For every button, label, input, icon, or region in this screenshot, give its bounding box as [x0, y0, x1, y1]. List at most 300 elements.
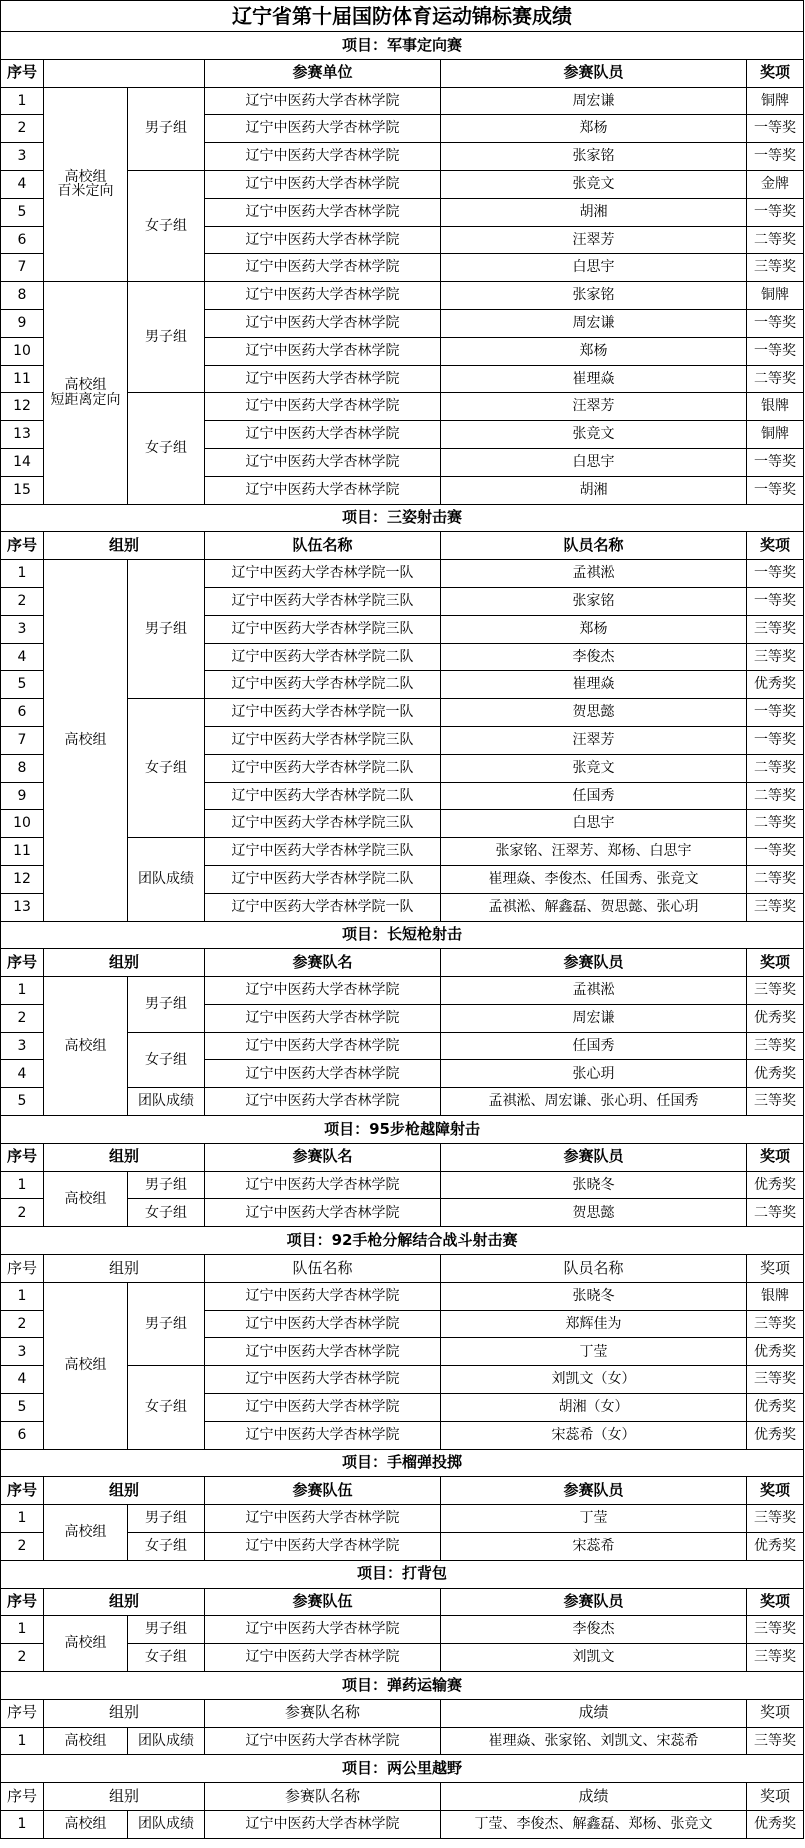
- cell-member: 郑杨: [441, 115, 747, 143]
- cell-team: 辽宁中医药大学杏林学院: [205, 1060, 441, 1088]
- cell-seq: 8: [1, 282, 44, 310]
- cell-team: 辽宁中医药大学杏林学院: [205, 170, 441, 198]
- cell-member: 张家铭、汪翠芳、郑杨、白思宇: [441, 838, 747, 866]
- header-member: 队员名称: [441, 1255, 747, 1283]
- cell-member: 贺思懿: [441, 1199, 747, 1227]
- cell-member: 张竞文: [441, 421, 747, 449]
- header-seq: 序号: [1, 1588, 44, 1616]
- header-award: 奖项: [747, 59, 804, 87]
- cell-member: 郑杨: [441, 337, 747, 365]
- cell-team: 辽宁中医药大学杏林学院: [205, 1199, 441, 1227]
- cell-subgroup: 团队成绩: [128, 1088, 205, 1116]
- cell-team: 辽宁中医药大学杏林学院: [205, 1644, 441, 1672]
- cell-member: 孟祺淞、解鑫磊、贺思懿、张心玥: [441, 893, 747, 921]
- cell-award: 三等奖: [747, 643, 804, 671]
- cell-seq: 10: [1, 810, 44, 838]
- cell-member: 孟祺淞: [441, 560, 747, 588]
- header-seq: 序号: [1, 59, 44, 87]
- header-row: [1, 1783, 804, 1811]
- header-group: 组别: [44, 1783, 205, 1811]
- cell-subgroup: 男子组: [128, 977, 205, 1033]
- cell-team: 辽宁中医药大学杏林学院一队: [205, 699, 441, 727]
- cell-award: 二等奖: [747, 226, 804, 254]
- cell-award: 优秀奖: [747, 671, 804, 699]
- cell-member: 张心玥: [441, 1060, 747, 1088]
- cell-seq: 6: [1, 226, 44, 254]
- header-group: 组别: [44, 1143, 205, 1171]
- cell-award: 优秀奖: [747, 1811, 804, 1839]
- cell-subgroup: 女子组: [128, 699, 205, 838]
- cell-team: 辽宁中医药大学杏林学院三队: [205, 726, 441, 754]
- cell-member: 郑杨: [441, 615, 747, 643]
- cell-member: 宋蕊希（女）: [441, 1421, 747, 1449]
- cell-subgroup: 团队成绩: [128, 1811, 205, 1839]
- section-row: [1, 1449, 804, 1477]
- cell-team: 辽宁中医药大学杏林学院: [205, 365, 441, 393]
- cell-team: 辽宁中医药大学杏林学院二队: [205, 643, 441, 671]
- cell-member: 周宏谦: [441, 309, 747, 337]
- cell-award: 一等奖: [747, 309, 804, 337]
- cell-subgroup: 男子组: [128, 1282, 205, 1365]
- cell-member: 白思宇: [441, 254, 747, 282]
- cell-award: 银牌: [747, 1282, 804, 1310]
- title-row: [1, 1, 804, 32]
- cell-award: 二等奖: [747, 1199, 804, 1227]
- header-group: 组别: [44, 1588, 205, 1616]
- cell-award: 一等奖: [747, 448, 804, 476]
- cell-seq: 12: [1, 865, 44, 893]
- cell-award: 一等奖: [747, 198, 804, 226]
- cell-seq: 3: [1, 615, 44, 643]
- cell-award: 铜牌: [747, 87, 804, 115]
- cell-subgroup: 团队成绩: [128, 1727, 205, 1755]
- cell-team: 辽宁中医药大学杏林学院三队: [205, 615, 441, 643]
- cell-award: 三等奖: [747, 1727, 804, 1755]
- cell-subgroup: 女子组: [128, 1199, 205, 1227]
- cell-team: 辽宁中医药大学杏林学院: [205, 1533, 441, 1561]
- cell-seq: 1: [1, 87, 44, 115]
- cell-subgroup: 女子组: [128, 1032, 205, 1088]
- cell-member: 李俊杰: [441, 643, 747, 671]
- cell-member: 宋蕊希: [441, 1533, 747, 1561]
- header-award: 奖项: [747, 532, 804, 560]
- cell-group: 高校组: [44, 1171, 128, 1227]
- cell-member: 崔理焱、李俊杰、任国秀、张竞文: [441, 865, 747, 893]
- cell-team: 辽宁中医药大学杏林学院二队: [205, 865, 441, 893]
- header-award: 奖项: [747, 1783, 804, 1811]
- header-row: [1, 1588, 804, 1616]
- cell-seq: 9: [1, 782, 44, 810]
- header-seq: 序号: [1, 1783, 44, 1811]
- cell-seq: 11: [1, 365, 44, 393]
- cell-seq: 1: [1, 977, 44, 1005]
- header-group: 组别: [44, 1699, 205, 1727]
- header-group: [44, 59, 205, 87]
- cell-seq: 1: [1, 1505, 44, 1533]
- header-group: 组别: [44, 949, 205, 977]
- cell-seq: 9: [1, 309, 44, 337]
- cell-award: 二等奖: [747, 754, 804, 782]
- header-award: 奖项: [747, 949, 804, 977]
- cell-team: 辽宁中医药大学杏林学院: [205, 476, 441, 504]
- cell-subgroup: 女子组: [128, 393, 205, 504]
- header-team: 参赛队名: [205, 1143, 441, 1171]
- cell-team: 辽宁中医药大学杏林学院: [205, 226, 441, 254]
- table-row: [1, 560, 804, 588]
- cell-member: 丁莹: [441, 1505, 747, 1533]
- cell-subgroup: 女子组: [128, 170, 205, 281]
- section-title: 项目：弹药运输赛: [1, 1672, 804, 1700]
- header-team: 参赛队名称: [205, 1783, 441, 1811]
- cell-seq: 1: [1, 560, 44, 588]
- cell-group: 高校组: [44, 1505, 128, 1561]
- cell-team: 辽宁中医药大学杏林学院: [205, 1727, 441, 1755]
- cell-member: 崔理焱、张家铭、刘凯文、宋蕊希: [441, 1727, 747, 1755]
- cell-member: 胡湘: [441, 476, 747, 504]
- cell-seq: 12: [1, 393, 44, 421]
- header-member: 成绩: [441, 1699, 747, 1727]
- cell-seq: 6: [1, 1421, 44, 1449]
- cell-award: 银牌: [747, 393, 804, 421]
- header-team: 队伍名称: [205, 1255, 441, 1283]
- header-group: 组别: [44, 1477, 205, 1505]
- header-row: [1, 532, 804, 560]
- cell-award: 二等奖: [747, 865, 804, 893]
- section-title: 项目：两公里越野: [1, 1755, 804, 1783]
- cell-seq: 15: [1, 476, 44, 504]
- header-award: 奖项: [747, 1588, 804, 1616]
- cell-member: 张家铭: [441, 587, 747, 615]
- cell-seq: 2: [1, 587, 44, 615]
- cell-award: 三等奖: [747, 1644, 804, 1672]
- cell-award: 三等奖: [747, 1032, 804, 1060]
- header-group: 组别: [44, 532, 205, 560]
- page-title: 辽宁省第十届国防体育运动锦标赛成绩: [1, 1, 804, 32]
- cell-subgroup: 女子组: [128, 1366, 205, 1449]
- cell-seq: 13: [1, 893, 44, 921]
- header-member: 成绩: [441, 1783, 747, 1811]
- header-row: [1, 1255, 804, 1283]
- cell-award: 优秀奖: [747, 1004, 804, 1032]
- cell-award: 优秀奖: [747, 1394, 804, 1422]
- cell-award: 二等奖: [747, 782, 804, 810]
- cell-award: 一等奖: [747, 838, 804, 866]
- cell-team: 辽宁中医药大学杏林学院二队: [205, 671, 441, 699]
- cell-team: 辽宁中医药大学杏林学院: [205, 1338, 441, 1366]
- cell-team: 辽宁中医药大学杏林学院: [205, 337, 441, 365]
- cell-award: 三等奖: [747, 1505, 804, 1533]
- header-seq: 序号: [1, 949, 44, 977]
- cell-seq: 5: [1, 1394, 44, 1422]
- cell-team: 辽宁中医药大学杏林学院: [205, 448, 441, 476]
- cell-award: 三等奖: [747, 893, 804, 921]
- header-team: 参赛单位: [205, 59, 441, 87]
- cell-team: 辽宁中医药大学杏林学院三队: [205, 810, 441, 838]
- cell-member: 任国秀: [441, 782, 747, 810]
- cell-award: 优秀奖: [747, 1421, 804, 1449]
- cell-seq: 7: [1, 254, 44, 282]
- cell-award: 一等奖: [747, 476, 804, 504]
- cell-member: 胡湘: [441, 198, 747, 226]
- cell-seq: 5: [1, 198, 44, 226]
- header-row: [1, 1699, 804, 1727]
- cell-member: 周宏谦: [441, 1004, 747, 1032]
- header-seq: 序号: [1, 532, 44, 560]
- cell-subgroup: 男子组: [128, 560, 205, 699]
- cell-group: 高校组: [44, 1811, 128, 1839]
- cell-award: 铜牌: [747, 282, 804, 310]
- cell-member: 丁莹: [441, 1338, 747, 1366]
- section-title: 项目：军事定向赛: [1, 32, 804, 60]
- cell-member: 丁莹、李俊杰、解鑫磊、郑杨、张竞文: [441, 1811, 747, 1839]
- cell-seq: 2: [1, 115, 44, 143]
- cell-award: 三等奖: [747, 977, 804, 1005]
- header-award: 奖项: [747, 1477, 804, 1505]
- section-row: [1, 1755, 804, 1783]
- section-row: [1, 504, 804, 532]
- cell-seq: 1: [1, 1282, 44, 1310]
- header-row: [1, 1477, 804, 1505]
- section-title: 项目：长短枪射击: [1, 921, 804, 949]
- cell-team: 辽宁中医药大学杏林学院: [205, 143, 441, 171]
- cell-member: 崔理焱: [441, 671, 747, 699]
- header-member: 队员名称: [441, 532, 747, 560]
- cell-seq: 2: [1, 1199, 44, 1227]
- cell-subgroup: 团队成绩: [128, 838, 205, 921]
- cell-team: 辽宁中医药大学杏林学院: [205, 1310, 441, 1338]
- cell-seq: 1: [1, 1727, 44, 1755]
- cell-seq: 4: [1, 1366, 44, 1394]
- cell-member: 刘凯文（女）: [441, 1366, 747, 1394]
- table-row: [1, 1282, 804, 1310]
- header-seq: 序号: [1, 1699, 44, 1727]
- cell-seq: 3: [1, 1032, 44, 1060]
- cell-team: 辽宁中医药大学杏林学院: [205, 87, 441, 115]
- header-seq: 序号: [1, 1477, 44, 1505]
- header-award: 奖项: [747, 1699, 804, 1727]
- cell-team: 辽宁中医药大学杏林学院: [205, 282, 441, 310]
- header-member: 参赛队员: [441, 949, 747, 977]
- cell-team: 辽宁中医药大学杏林学院三队: [205, 838, 441, 866]
- cell-team: 辽宁中医药大学杏林学院二队: [205, 782, 441, 810]
- cell-team: 辽宁中医药大学杏林学院: [205, 393, 441, 421]
- header-award: 奖项: [747, 1255, 804, 1283]
- cell-award: 优秀奖: [747, 1338, 804, 1366]
- table-row: [1, 1616, 804, 1644]
- cell-team: 辽宁中医药大学杏林学院: [205, 309, 441, 337]
- header-award: 奖项: [747, 1143, 804, 1171]
- cell-subgroup: 男子组: [128, 87, 205, 170]
- cell-subgroup: 男子组: [128, 1505, 205, 1533]
- cell-seq: 5: [1, 671, 44, 699]
- cell-group: 高校组: [44, 1282, 128, 1449]
- section-title: 项目：92手枪分解结合战斗射击赛: [1, 1227, 804, 1255]
- cell-member: 周宏谦: [441, 87, 747, 115]
- cell-seq: 1: [1, 1811, 44, 1839]
- cell-group: 高校组 短距离定向: [44, 282, 128, 504]
- header-team: 参赛队名称: [205, 1699, 441, 1727]
- table-row: [1, 87, 804, 115]
- header-seq: 序号: [1, 1255, 44, 1283]
- cell-team: 辽宁中医药大学杏林学院: [205, 977, 441, 1005]
- cell-member: 郑辉佳为: [441, 1310, 747, 1338]
- cell-award: 铜牌: [747, 421, 804, 449]
- cell-team: 辽宁中医药大学杏林学院一队: [205, 560, 441, 588]
- cell-award: 三等奖: [747, 615, 804, 643]
- cell-award: 优秀奖: [747, 1533, 804, 1561]
- cell-team: 辽宁中医药大学杏林学院: [205, 1282, 441, 1310]
- cell-group: 高校组 百米定向: [44, 87, 128, 282]
- cell-group: 高校组: [44, 1616, 128, 1672]
- cell-award: 一等奖: [747, 699, 804, 727]
- cell-award: 二等奖: [747, 365, 804, 393]
- cell-subgroup: 男子组: [128, 1616, 205, 1644]
- cell-seq: 3: [1, 143, 44, 171]
- cell-seq: 1: [1, 1171, 44, 1199]
- cell-member: 任国秀: [441, 1032, 747, 1060]
- cell-seq: 2: [1, 1644, 44, 1672]
- table-row: [1, 977, 804, 1005]
- section-title: 项目：95步枪越障射击: [1, 1116, 804, 1144]
- cell-award: 优秀奖: [747, 1060, 804, 1088]
- cell-team: 辽宁中医药大学杏林学院: [205, 1811, 441, 1839]
- header-member: 参赛队员: [441, 1143, 747, 1171]
- cell-team: 辽宁中医药大学杏林学院: [205, 1616, 441, 1644]
- header-row: [1, 1143, 804, 1171]
- table-row: [1, 282, 804, 310]
- cell-seq: 1: [1, 1616, 44, 1644]
- header-group: 组别: [44, 1255, 205, 1283]
- cell-seq: 2: [1, 1004, 44, 1032]
- section-row: [1, 921, 804, 949]
- cell-team: 辽宁中医药大学杏林学院: [205, 1032, 441, 1060]
- cell-seq: 8: [1, 754, 44, 782]
- cell-team: 辽宁中医药大学杏林学院: [205, 1171, 441, 1199]
- cell-member: 白思宇: [441, 810, 747, 838]
- cell-award: 三等奖: [747, 1310, 804, 1338]
- cell-subgroup: 男子组: [128, 282, 205, 393]
- cell-team: 辽宁中医药大学杏林学院三队: [205, 587, 441, 615]
- table-row: [1, 1811, 804, 1839]
- header-team: 参赛队名: [205, 949, 441, 977]
- table-row: [1, 1171, 804, 1199]
- cell-member: 汪翠芳: [441, 393, 747, 421]
- cell-seq: 5: [1, 1088, 44, 1116]
- section-row: [1, 1560, 804, 1588]
- cell-team: 辽宁中医药大学杏林学院: [205, 1394, 441, 1422]
- cell-award: 金牌: [747, 170, 804, 198]
- cell-team: 辽宁中医药大学杏林学院: [205, 198, 441, 226]
- cell-member: 白思宇: [441, 448, 747, 476]
- cell-award: 一等奖: [747, 337, 804, 365]
- section-row: [1, 1227, 804, 1255]
- cell-seq: 13: [1, 421, 44, 449]
- header-team: 参赛队伍: [205, 1588, 441, 1616]
- cell-team: 辽宁中医药大学杏林学院: [205, 115, 441, 143]
- cell-award: 二等奖: [747, 810, 804, 838]
- cell-subgroup: 女子组: [128, 1533, 205, 1561]
- cell-member: 崔理焱: [441, 365, 747, 393]
- cell-seq: 7: [1, 726, 44, 754]
- cell-seq: 4: [1, 170, 44, 198]
- cell-award: 三等奖: [747, 1616, 804, 1644]
- cell-member: 贺思懿: [441, 699, 747, 727]
- cell-member: 孟祺淞、周宏谦、张心玥、任国秀: [441, 1088, 747, 1116]
- cell-team: 辽宁中医药大学杏林学院: [205, 1421, 441, 1449]
- table-row: [1, 1727, 804, 1755]
- cell-seq: 4: [1, 643, 44, 671]
- cell-subgroup: 男子组: [128, 1171, 205, 1199]
- cell-seq: 4: [1, 1060, 44, 1088]
- cell-team: 辽宁中医药大学杏林学院: [205, 254, 441, 282]
- cell-team: 辽宁中医药大学杏林学院: [205, 421, 441, 449]
- section-title: 项目：三姿射击赛: [1, 504, 804, 532]
- header-row: [1, 59, 804, 87]
- cell-seq: 3: [1, 1338, 44, 1366]
- header-team: 参赛队伍: [205, 1477, 441, 1505]
- section-title: 项目：打背包: [1, 1560, 804, 1588]
- cell-team: 辽宁中医药大学杏林学院: [205, 1004, 441, 1032]
- header-member: 参赛队员: [441, 1588, 747, 1616]
- cell-seq: 2: [1, 1310, 44, 1338]
- section-row: [1, 1672, 804, 1700]
- cell-member: 汪翠芳: [441, 226, 747, 254]
- cell-award: 三等奖: [747, 254, 804, 282]
- section-row: [1, 32, 804, 60]
- cell-award: 一等奖: [747, 143, 804, 171]
- cell-seq: 2: [1, 1533, 44, 1561]
- cell-group: 高校组: [44, 560, 128, 921]
- header-member: 参赛队员: [441, 1477, 747, 1505]
- section-row: [1, 1116, 804, 1144]
- cell-member: 张晓冬: [441, 1282, 747, 1310]
- cell-member: 张家铭: [441, 143, 747, 171]
- cell-member: 李俊杰: [441, 1616, 747, 1644]
- cell-group: 高校组: [44, 977, 128, 1116]
- cell-member: 张晓冬: [441, 1171, 747, 1199]
- cell-award: 一等奖: [747, 560, 804, 588]
- header-seq: 序号: [1, 1143, 44, 1171]
- cell-member: 汪翠芳: [441, 726, 747, 754]
- cell-award: 三等奖: [747, 1088, 804, 1116]
- cell-member: 张家铭: [441, 282, 747, 310]
- cell-member: 刘凯文: [441, 1644, 747, 1672]
- cell-team: 辽宁中医药大学杏林学院二队: [205, 754, 441, 782]
- cell-member: 胡湘（女）: [441, 1394, 747, 1422]
- cell-group: 高校组: [44, 1727, 128, 1755]
- cell-award: 优秀奖: [747, 1171, 804, 1199]
- cell-seq: 14: [1, 448, 44, 476]
- section-title: 项目：手榴弹投掷: [1, 1449, 804, 1477]
- cell-member: 张竞文: [441, 170, 747, 198]
- cell-team: 辽宁中医药大学杏林学院一队: [205, 893, 441, 921]
- cell-team: 辽宁中医药大学杏林学院: [205, 1505, 441, 1533]
- cell-team: 辽宁中医药大学杏林学院: [205, 1088, 441, 1116]
- cell-seq: 6: [1, 699, 44, 727]
- cell-award: 一等奖: [747, 587, 804, 615]
- cell-member: 张竞文: [441, 754, 747, 782]
- cell-subgroup: 女子组: [128, 1644, 205, 1672]
- cell-team: 辽宁中医药大学杏林学院: [205, 1366, 441, 1394]
- cell-seq: 10: [1, 337, 44, 365]
- header-member: 参赛队员: [441, 59, 747, 87]
- cell-member: 孟祺淞: [441, 977, 747, 1005]
- cell-award: 三等奖: [747, 1366, 804, 1394]
- header-row: [1, 949, 804, 977]
- header-team: 队伍名称: [205, 532, 441, 560]
- cell-award: 一等奖: [747, 726, 804, 754]
- cell-seq: 11: [1, 838, 44, 866]
